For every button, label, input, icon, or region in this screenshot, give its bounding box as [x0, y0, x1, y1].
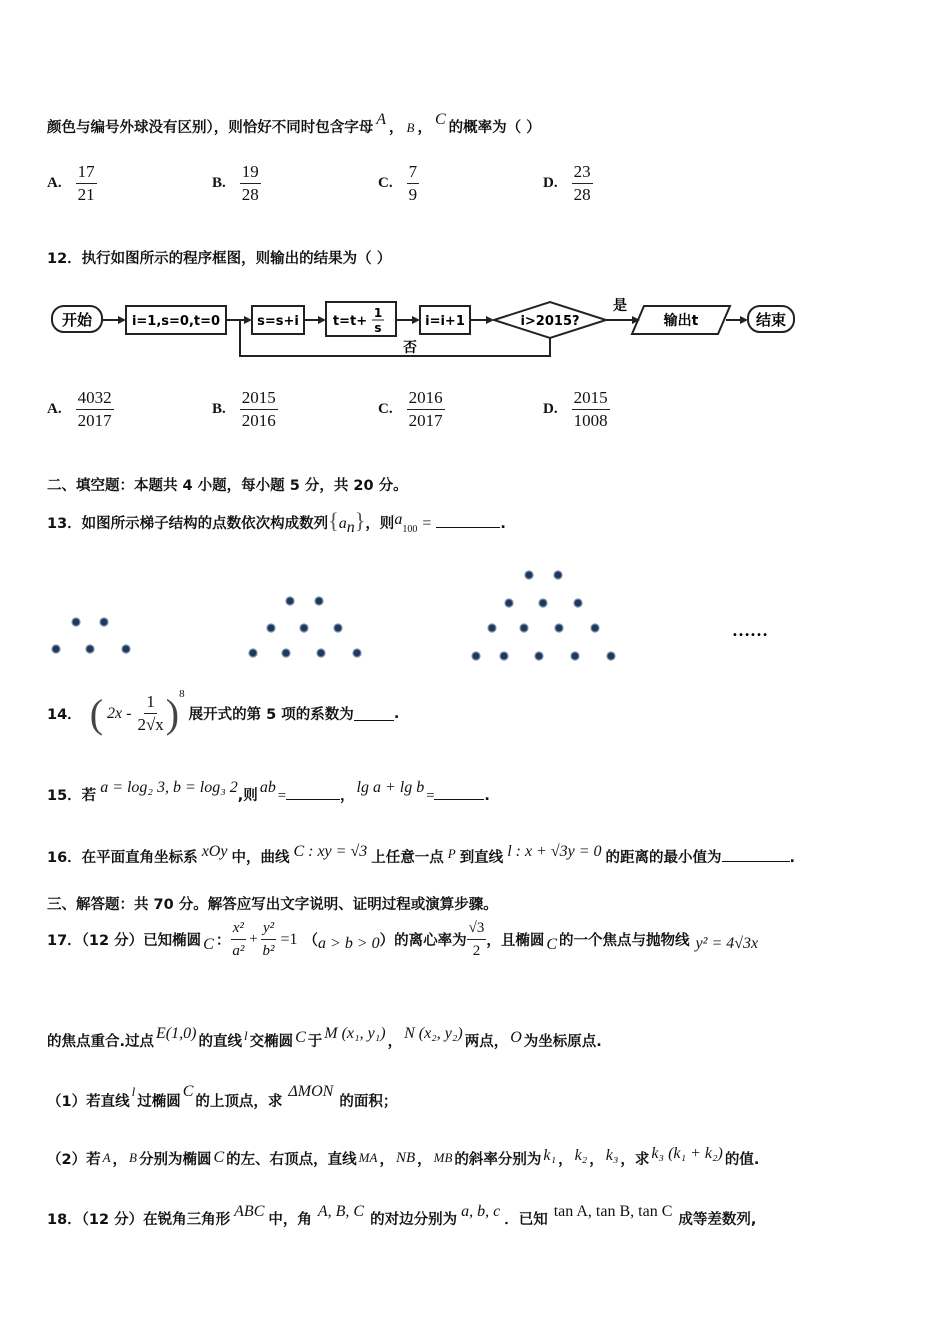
q17-sub-2: （2）若 A ， B 分别为椭圆 C 的左、右顶点，直线 MA ， NB ， MB 的斜率分别为 k₁ ， k₂ ， k₃ ，求 k₃ (k₁ + k₂) 的值. — [47, 1145, 760, 1168]
letter-a: A — [376, 111, 387, 128]
q12-text: 12．执行如图所示的程序框图，则输出的结果为（ ） — [47, 251, 392, 267]
ellipsis: …… — [732, 620, 768, 640]
q11-option-d[interactable]: D. $\frac{23}{28}$ — [543, 162, 591, 204]
letter-c: C — [434, 111, 446, 128]
q14-line: 14． ( 2x - $\frac{1}{2√x}$ ) $^8$ 展开式的第 5 项的系数为 . — [47, 688, 400, 736]
answer-blank[interactable] — [286, 785, 340, 800]
flowchart — [50, 290, 810, 362]
q17-line-1: 17．（12 分）已知椭圆 C ： $\frac{\text{x²}}{\text{a²}}$ + $\frac{\text{y²}}{\text{b²}}$ =1 （ a > b > 0 ） 的离心率为 $\frac{√3}{2}$ ，且椭圆 C 的一个焦点与抛物线 y² = 4√3x — [47, 920, 759, 959]
fraction: $\frac{2015}{1008}$ — [573, 388, 608, 430]
answer-blank[interactable] — [434, 785, 484, 800]
section-2-heading: 二、填空题：本题共 4 小题，每小题 5 分，共 20 分。 — [47, 478, 408, 494]
q13-line: 13．如图所示梯子结构的点数依次构成数列$\{a_n\}$，则$a_{100}$ = . — [47, 508, 506, 536]
q11-option-c[interactable]: C. $\frac{7}{9}$ — [378, 162, 418, 204]
fraction: $\frac{4032}{2017}$ — [77, 388, 112, 430]
fraction: $\frac{\text{y²}}{\text{b²}}$ — [262, 920, 275, 959]
q11-option-a[interactable]: A. $\frac{17}{21}$ — [47, 162, 95, 204]
flow-init-label: i=1,s=0,t=0 — [131, 314, 221, 329]
q12-option-c[interactable]: C. $\frac{2016}{2017}$ — [378, 388, 443, 430]
flow-yes-label: 是 — [613, 298, 627, 314]
fraction: $\frac{2015}{2016}$ — [241, 388, 276, 430]
q17-sub-1: （1）若直线l过椭圆C的上顶点，求ΔMON的面积； — [47, 1083, 398, 1110]
q11-tail: 的概率为（ ） — [448, 120, 541, 136]
flow-no-label: 否 — [403, 340, 417, 356]
flow-t-label: t=t+ — [332, 314, 368, 329]
flow-cond-label: i>2015? — [520, 314, 580, 329]
fraction: $\frac{19}{28}$ — [241, 162, 259, 204]
fraction: $\frac{7}{9}$ — [408, 162, 418, 204]
flow-t-num: 1 — [373, 306, 383, 320]
q11-text: 颜色与编号外球没有区别），则恰好不同时包含字母 — [47, 120, 374, 136]
section-3-heading: 三、解答题：共 70 分。解答应写出文字说明、证明过程或演算步骤。 — [47, 897, 498, 913]
q11-line: 颜色与编号外球没有区别），则恰好不同时包含字母 A ， B ， C 的概率为（ ） — [47, 111, 541, 136]
ladder-dot-figures — [40, 560, 800, 672]
fraction: $\frac{1}{2√x}$ — [137, 692, 164, 734]
answer-blank[interactable] — [436, 513, 500, 528]
fraction: $\frac{2016}{2017}$ — [408, 388, 443, 430]
q16-line: 16．在平面直角坐标系 xOy 中，曲线 C : xy = √3 上任意一点 P 到直线 l : x + √3y = 0 的距离的最小值为 . — [47, 843, 796, 866]
answer-blank[interactable] — [354, 706, 394, 721]
fraction: $\frac{\text{x²}}{\text{a²}}$ — [232, 920, 245, 959]
fraction: $\frac{23}{28}$ — [573, 162, 591, 204]
flow-i-label: i=i+1 — [425, 314, 465, 329]
flow-output-label: 输出t — [663, 313, 699, 329]
flow-start-label: 开始 — [61, 311, 93, 329]
answer-blank[interactable] — [722, 847, 790, 862]
flow-t-den: s — [374, 321, 382, 335]
q15-line: 15．若 a = log₂ 3, b = log₃ 2,则 ab = ， lg a + lg b = . — [47, 779, 490, 804]
letter-b: B — [406, 120, 415, 135]
fraction: $\frac{17}{21}$ — [77, 162, 95, 204]
q18-line: 18．（12 分）在锐角三角形 ABC 中，角 A, B, C 的对边分别为 a, b, c ．已知 tan A, tan B, tan C 成等差数列, — [47, 1203, 757, 1228]
q12-option-a[interactable]: A. $\frac{4032}{2017}$ — [47, 388, 112, 430]
q11-option-b[interactable]: B. $\frac{19}{28}$ — [212, 162, 259, 204]
flow-end-label: 结束 — [755, 311, 787, 329]
q17-line-2: 的焦点重合.过点 E(1,0) 的直线 l 交椭圆 C 于 M (x₁, y₁) ， N (x₂, y₂) 两点， O 为坐标原点. — [47, 1025, 602, 1050]
fraction: $\frac{√3}{2}$ — [468, 920, 485, 959]
q12-option-b[interactable]: B. $\frac{2015}{2016}$ — [212, 388, 276, 430]
q12-option-d[interactable]: D. $\frac{2015}{1008}$ — [543, 388, 608, 430]
seq-a: a — [338, 515, 347, 532]
flow-s-label: s=s+i — [257, 314, 299, 329]
